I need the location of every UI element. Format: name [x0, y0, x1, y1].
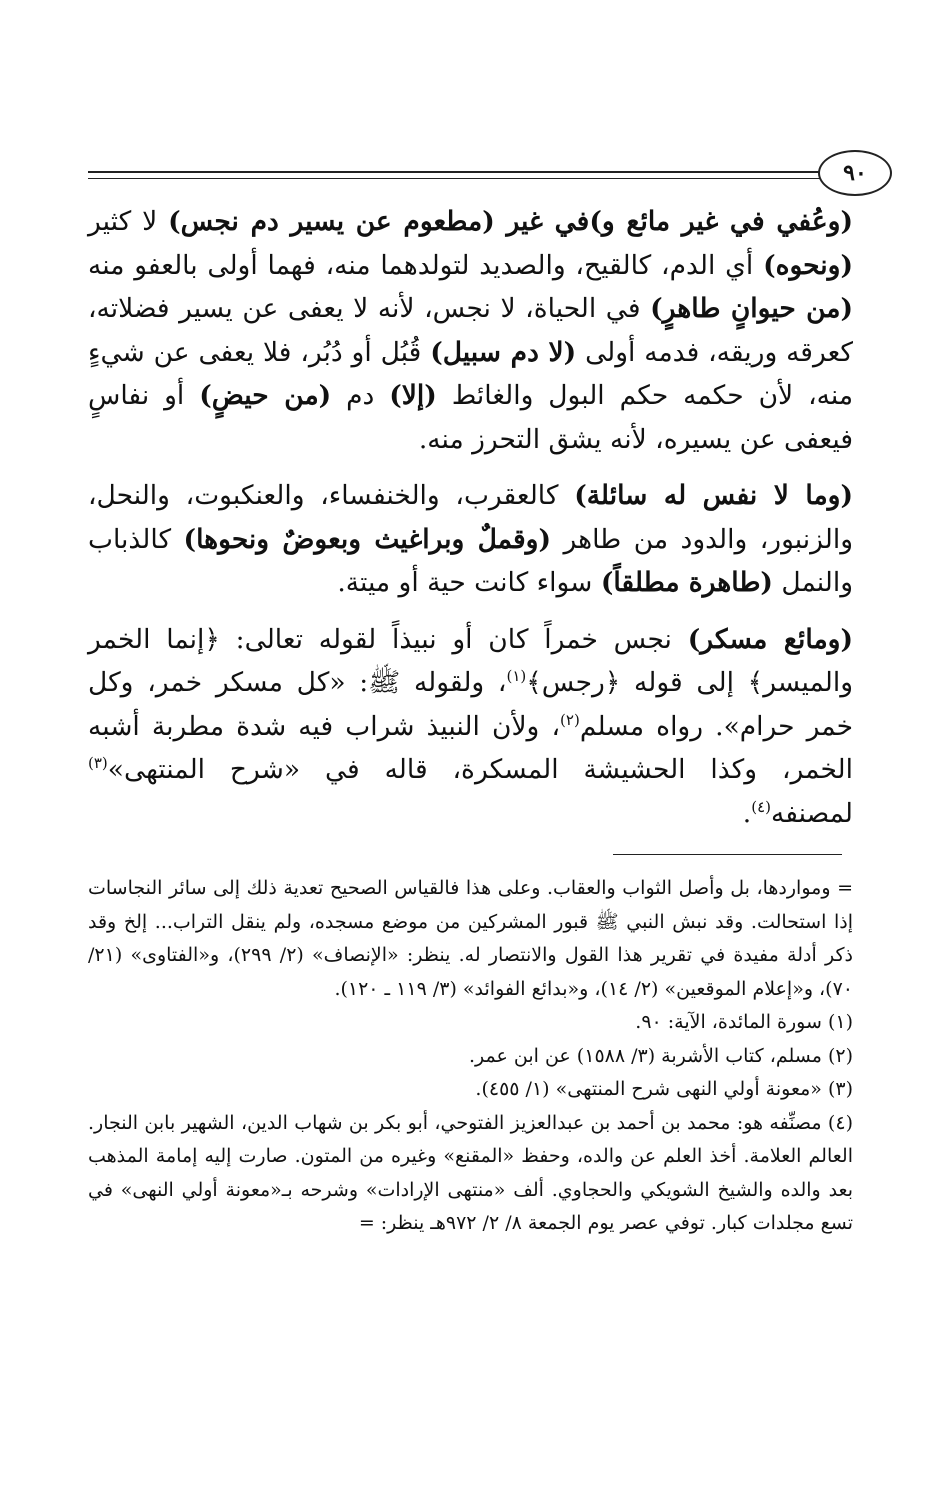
sharh-text: دم [331, 380, 390, 411]
sharh-text: سواء كانت حية أو ميتة. [337, 567, 601, 598]
footnote-2: (٢) مسلم، كتاب الأشربة (٣/ ١٥٨٨) عن ابن عمر. [469, 1044, 853, 1067]
sharh-text: لا كثير [88, 206, 169, 237]
footnote-1: (١) سورة المائدة، الآية: ٩٠. [635, 1011, 853, 1033]
sharh-text: ، ولقوله ﷺ: «كل مسكر خمر، وكل خمر حرام». رواه مسلم [88, 667, 853, 742]
footnote-ref: (٣) [88, 754, 108, 773]
matn-text: (وما لا نفس له سائلة) [574, 480, 853, 511]
matn-text: (من حيضٍ) [199, 380, 332, 411]
footnotes [88, 872, 853, 1241]
main-text [88, 200, 853, 848]
footnote-ref: (١) [506, 667, 527, 686]
matn-text: (إلا) [389, 380, 437, 411]
sharh-text: أي الدم، كالقيح، والصديد لتولدهما منه، فهما أولى بالعفو منه [88, 249, 764, 281]
footnote-ref: (٢) [560, 710, 580, 729]
header-rule-thin [88, 178, 821, 179]
paragraph [88, 618, 853, 836]
sharh-text: لمصنفه [771, 797, 853, 829]
footnote-4: (٤) مصنِّفه هو: محمد بن أحمد بن عبدالعزيز الفتوحي، أبو بكر بن شهاب الدين، الشهير بابن النجار. العالم العلامة. أخذ العلم عن والده، وحفظ «المقنع» وغيره من المتون. صارت إليه إمامة المذهب بعد والده والشيخ الشويكي والحجاوي. ألف «منتهى الإرادات» وشرحه بـ«معونة أولي النهى» في تسع مجلدات كبار. توفي عصر يوم الجمعة ٨/ ٢/ ٩٧٢هـ ينظر: = [88, 1111, 853, 1234]
sharh-text: في الحياة، لا نجس، لأنه لا يعفى عن يسير فضلاته، كعرقه وريقه، فدمه أولى [88, 293, 854, 368]
footnote-separator [613, 854, 842, 855]
matn-text: (وقملٌ وبراغيث وبعوضٌ ونحوها) [183, 523, 552, 555]
paragraph [88, 200, 853, 461]
sharh-text: كالذباب والنمل [88, 523, 853, 598]
sharh-text: أو نفاسٍ فيعفى عن يسيره، لأنه يشق التحرز منه. [88, 380, 853, 455]
matn-text: (ونحوه) [763, 249, 853, 281]
matn-text: (ومائع مسكر) [687, 623, 853, 655]
sharh-text: كالعقرب، والخنفساء، والعنكبوت، والنحل، والزنبور، والدود من طاهر [88, 480, 854, 555]
sharh-text: . [742, 797, 752, 829]
matn-text: (لا دم سبيل) [430, 336, 577, 368]
sharh-text: نجس خمراً كان أو نبيذاً لقوله تعالى: ﴿إنما الخمر والميسر﴾ إلى قوله ﴿رجس﴾ [88, 623, 854, 698]
page-number: ٩٠ [818, 150, 892, 196]
matn-text: (وعُفي في غير مائع و)في غير (مطعوم عن يسير دم نجس) [168, 206, 853, 237]
footnote-ref: (٤) [751, 797, 772, 816]
footnote-continued: = ومواردها، بل وأصل الثواب والعقاب. وعلى هذا فالقياس الصحيح تعدية ذلك إلى سائر النجاسات إذا استحالت. وقد نبش النبي ﷺ قبور المشركين من موضع مسجده، ولم ينقل التراب... إلخ وقد ذكر أدلة مفيدة في تقرير هذا القول والانتصار له. ينظر: «الإنصاف» (٢/ ٢٩٩)، و«الفتاوى» (٢١/ ٧٠)، و«إعلام الموقعين» (٢/ ١٤)، و«بدائع الفوائد» (٣/ ١١٩ ـ ١٢٠). [88, 877, 853, 1000]
page-header [0, 0, 950, 200]
footnote-3: (٣) «معونة أولي النهى شرح المنتهى» (١/ ٤٥٥). [475, 1078, 853, 1100]
header-rule-thick [88, 171, 821, 173]
sharh-text: قُبُل أو دُبُر، فلا يعفى عن شيءٍ منه، لأن حكمه حكم البول والغائط [88, 336, 854, 411]
sharh-text: ، ولأن النبيذ شراب فيه شدة مطربة أشبه الخمر، وكذا الحشيشة المسكرة، قاله في «شرح المنتهى» [88, 710, 853, 785]
matn-text: (طاهرة مطلقاً) [600, 567, 773, 598]
matn-text: (من حيوانٍ طاهرٍ) [650, 293, 853, 324]
paragraph [88, 474, 853, 605]
